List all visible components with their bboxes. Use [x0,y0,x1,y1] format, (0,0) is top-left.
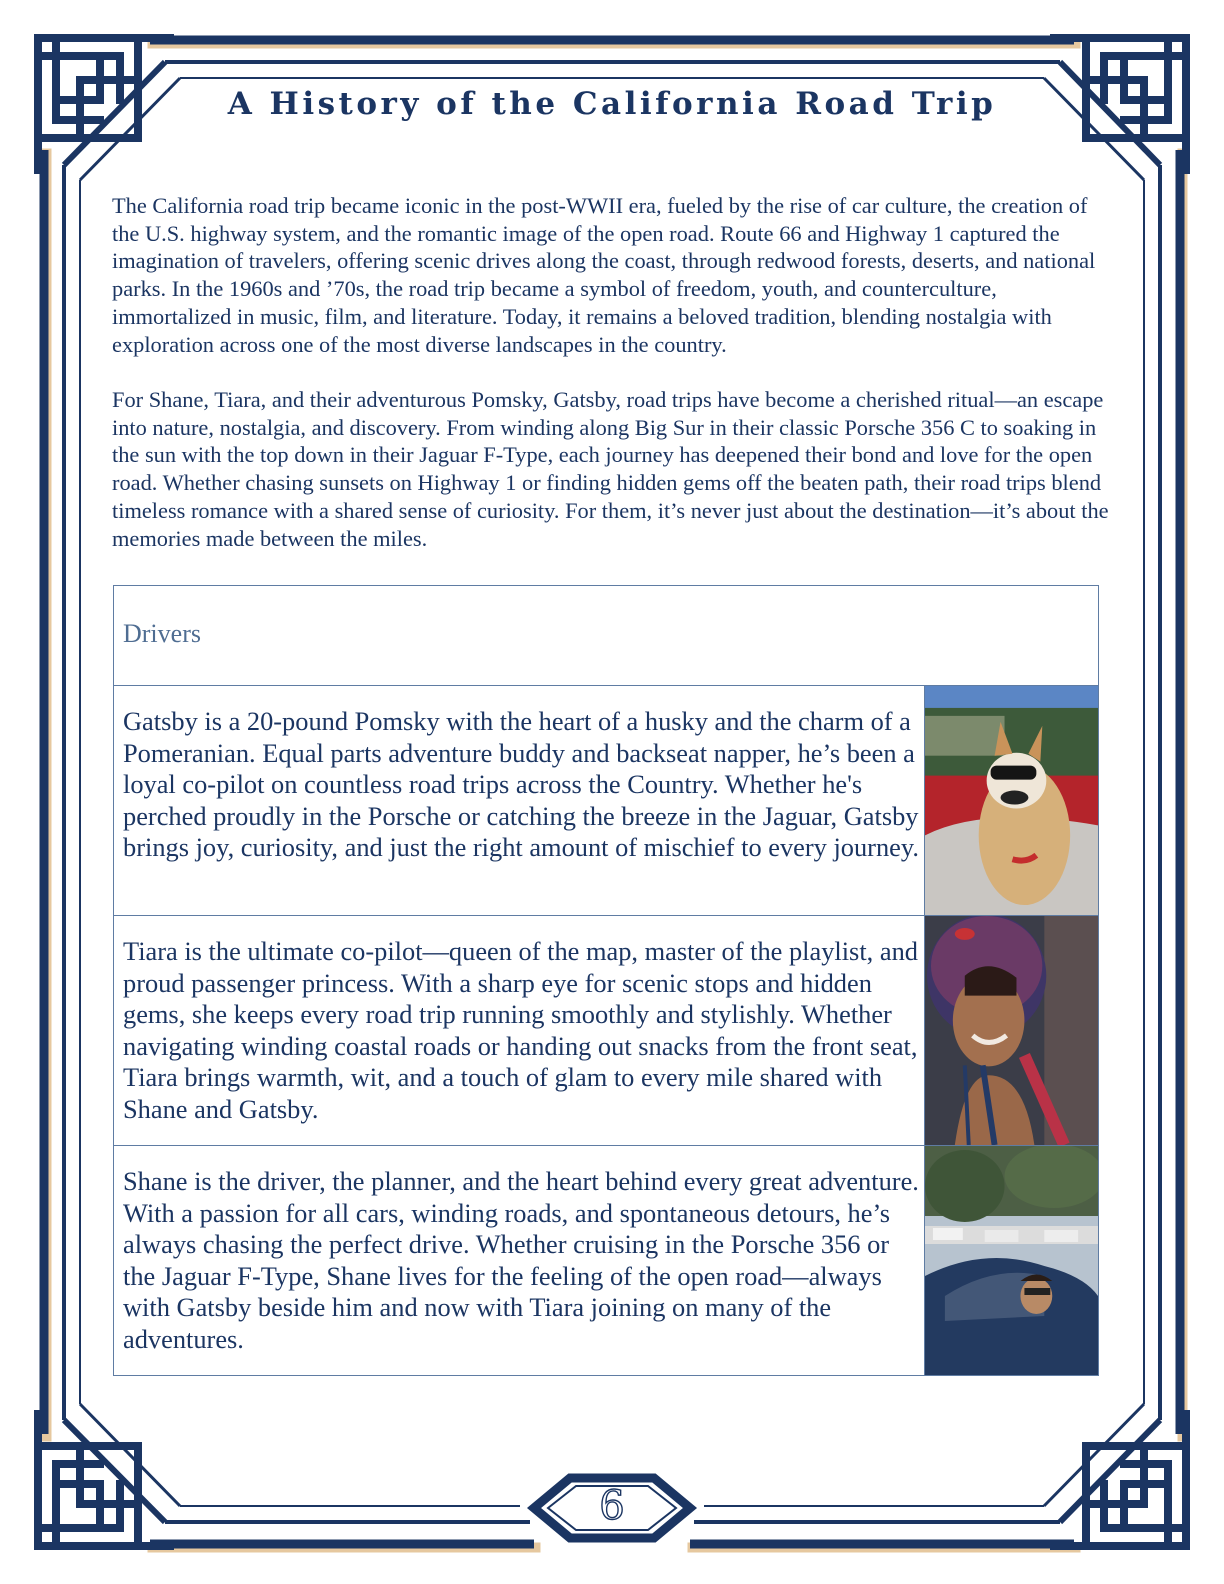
driver-description: Gatsby is a 20-pound Pomsky with the heart of a husky and the charm of a Pomeranian. Equal parts adventure buddy and backseat napper, he’s been a loyal co-pilot on countless road trips across the Country. Whether he's perched proudly in the Porsche or catching the breeze in the Jaguar, Gatsby brings joy, curiosity, and just the right amount of mischief to every journey. [123,706,919,863]
drivers-heading: Drivers [123,619,201,648]
drivers-header [114,586,1098,686]
driver-row-tiara [114,916,1098,1146]
driver-row-gatsby [114,686,1098,916]
driver-row-shane [114,1146,1098,1375]
tiara-photo [924,916,1098,1145]
gatsby-photo [924,686,1098,915]
driver-description: Tiara is the ultimate co-pilot—queen of the map, master of the playlist, and proud passenger princess. With a sharp eye for scenic stops and hidden gems, she keeps every road trip running smoothly and stylishly. Whether navigating winding coastal roads or handing out snacks from the front seat, Tiara brings warmth, wit, and a touch of glam to every mile shared with Shane and Gatsby. [123,936,918,1124]
family-paragraph: For Shane, Tiara, and their adventurous Pomsky, Gatsby, road trips have become a cherished ritual—an escape into nature, nostalgia, and discovery. From winding along Big Sur in their classic Porsche 356 C to soaking in the sun with the top down in their Jaguar F-Type, each journey has deepened their bond and love for the open road. Whether chasing sunsets on Highway 1 or finding hidden gems off the beaten path, their road trips blend timeless romance with a shared sense of curiosity. For them, it’s never just about the destination—it’s about the memories made between the miles. [112,387,1109,551]
driver-description: Shane is the driver, the planner, and the heart behind every great adventure. With a passion for all cars, winding roads, and spontaneous detours, he’s always chasing the perfect drive. Whether cruising in the Porsche 356 or the Jaguar F-Type, Shane lives for the feeling of the open road—always with Gatsby beside him and now with Tiara joining on many of the adventures. [123,1166,919,1354]
drivers-table [113,585,1099,1376]
history-paragraph: The California road trip became iconic in the post-WWII era, fueled by the rise of car culture, the creation of the U.S. highway system, and the romantic image of the open road. Route 66 and Highway 1 captured the imagination of travelers, offering scenic drives along the coast, through redwood forests, deserts, and national parks. In the 1960s and ’70s, the road trip became a symbol of freedom, youth, and counterculture, immortalized in music, film, and literature. Today, it remains a beloved tradition, blending nostalgia with exploration across one of the most diverse landscapes in the country. [112,193,1096,357]
shane-photo [924,1146,1098,1375]
page-title: A History of the California Road Trip [227,86,997,122]
page-number: 6 [599,1483,625,1529]
